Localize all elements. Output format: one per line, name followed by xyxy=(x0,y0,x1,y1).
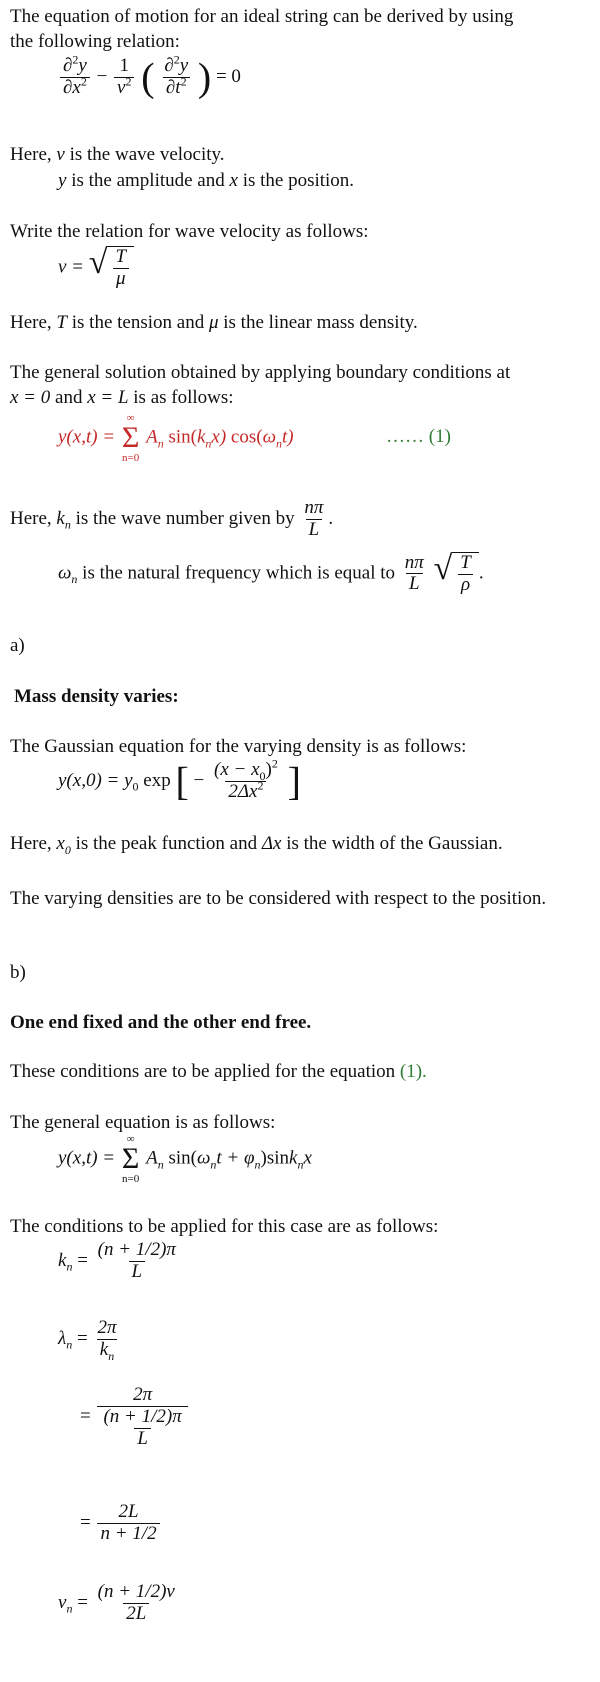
gaussian-intro: The Gaussian equation for the varying density is as follows: xyxy=(10,736,467,757)
general-equation: y(x,t) = ∞ Σ n=0 $A_n$ $\sin(\omega_nt + \varphi_n)\sin k_nx$ xyxy=(58,1133,312,1185)
lambda-step-2: = $\frac{2\pi}{\frac{(n + 1/2)\pi}{L}}$ xyxy=(80,1385,190,1450)
part-b-heading: One end fixed and the other end free. xyxy=(10,1012,312,1033)
lambda-n-equation: $\lambda_n$ = $\frac{2\pi}{k_n}$ xyxy=(58,1317,117,1363)
gaussian-description: Here, $x_0$ is the peak function and Δx is the width of the Gaussian. xyxy=(10,833,503,857)
n-pi-over-l-fraction: $\frac{n\pi}{L}$ xyxy=(304,497,324,540)
velocity-intro: Write the relation for wave velocity as follows: xyxy=(10,221,369,242)
k-n-equation: $k_n$ = $\frac{(n + 1/2)\pi}{L}$ xyxy=(58,1239,176,1282)
equation-label-1: …… (1) xyxy=(386,426,451,447)
part-b-label: b) xyxy=(10,962,26,983)
here-v-line: Here, v is the wave velocity. xyxy=(10,144,225,165)
part-a-heading: Mass density varies: xyxy=(14,686,179,707)
general-solution-line-2: x = 0 and x = L is as follows: xyxy=(10,387,234,408)
v-n-equation: $v_n$ = $\frac{(n + 1/2)v}{2L}$ xyxy=(58,1581,175,1624)
conditions-applied-line: These conditions are to be applied for the equation (1). xyxy=(10,1061,427,1082)
summation-symbol-b: ∞ Σ n=0 xyxy=(121,1133,140,1185)
general-solution-equation: y(x,t) = ∞ Σ n=0 $A_n$ $\sin(k_nx)$ $\cos(\omega_nt)$ xyxy=(58,412,294,464)
wave-number-line: Here, $k_n$ is the wave number given by $\frac{n\pi}{L}$ . xyxy=(10,497,334,540)
minus-sign: − xyxy=(96,65,108,87)
varying-density-note: The varying densities are to be considered with respect to the position. xyxy=(10,888,547,909)
one-over-v2-fraction: $\frac{1}{v^2}$ xyxy=(114,56,134,99)
conditions-intro: The conditions to be applied for this case are as follows: xyxy=(10,1216,439,1237)
natural-frequency-line: $\omega_n$ is the natural frequency which is equal to $\frac{n\pi}{L}$ √ $\frac{T}{\rho}$ . xyxy=(58,550,484,595)
intro-line-1: The equation of motion for an ideal string can be derived by using xyxy=(10,6,514,27)
sqrt-t-over-rho: √ $\frac{T}{\rho}$ xyxy=(434,552,479,596)
velocity-equation: v = √ $\frac{T}{\mu}$ xyxy=(58,246,134,290)
summation-symbol: ∞ Σ n=0 xyxy=(121,412,140,464)
lambda-step-3: = $\frac{2L}{n + 1/2}$ xyxy=(80,1502,162,1545)
equation-reference: (1). xyxy=(399,1061,427,1082)
gaussian-equation: $y(x,0) = y_0$ exp [ − $\frac{(x - x_0)^2}{2\Delta x^2}$ ] xyxy=(58,756,301,804)
part-a-label: a) xyxy=(10,635,25,656)
intro-line-2: the following relation: xyxy=(10,31,180,52)
d2y-dx2-fraction: $\frac{\partial^2y}{\partial x^2}$ xyxy=(60,56,90,99)
equals-zero: = 0 xyxy=(215,65,241,87)
general-equation-intro: The general equation is as follows: xyxy=(10,1112,276,1133)
tension-line: Here, T is the tension and μ is the linear mass density. xyxy=(10,312,418,333)
general-solution-line-1: The general solution obtained by applying boundary conditions at xyxy=(10,362,511,383)
wave-equation: $\frac{\partial^2y}{\partial x^2}$ − $\frac{1}{v^2}$ ( $\frac{\partial^2y}{\partial t^2}$ ) = 0 xyxy=(58,56,241,99)
sqrt-t-over-mu: √ $\frac{T}{\mu}$ xyxy=(89,246,134,290)
gaussian-exponent-fraction: $\frac{(x - x_0)^2}{2\Delta x^2}$ xyxy=(214,756,278,802)
amplitude-line: y is the amplitude and x is the position. xyxy=(58,170,355,191)
d2y-dt2-fraction: $\frac{\partial^2y}{\partial t^2}$ xyxy=(164,52,189,98)
